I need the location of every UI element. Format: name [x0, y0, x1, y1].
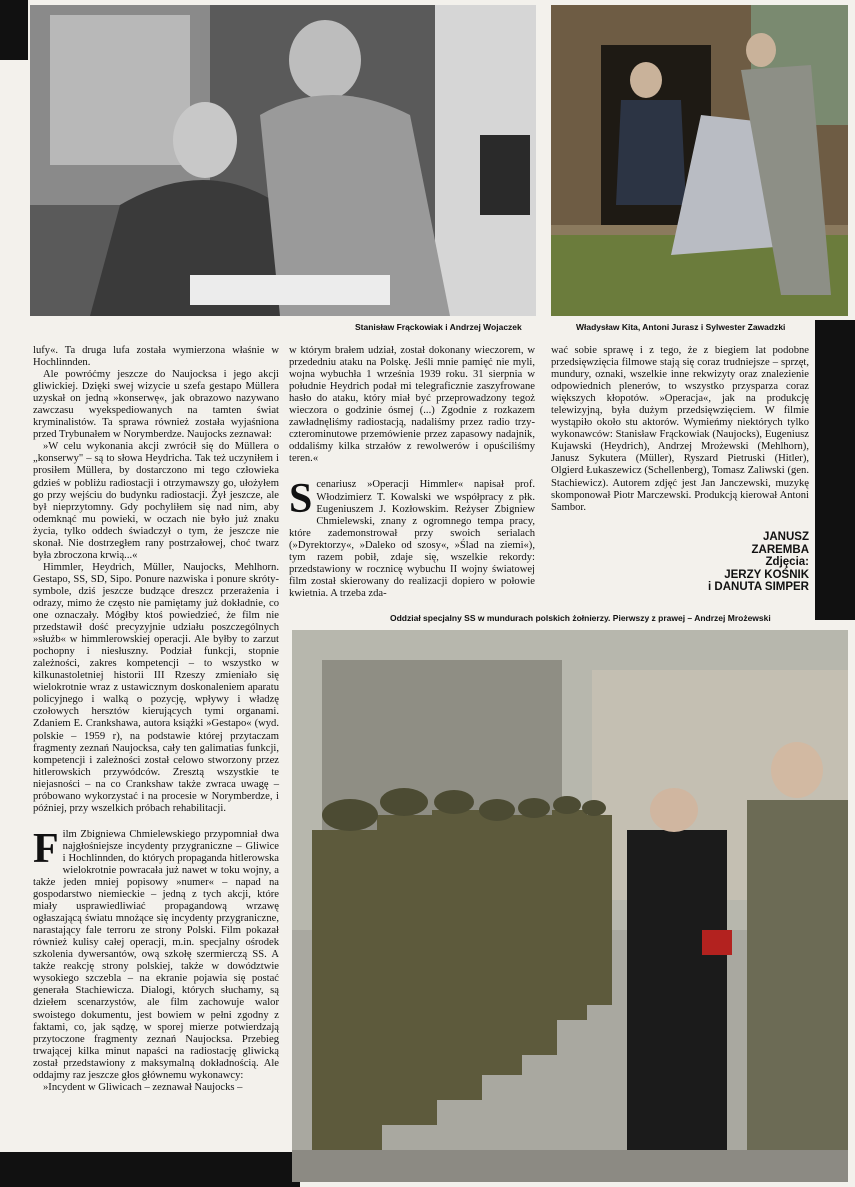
text-column-3 — [551, 345, 809, 607]
paragraph-with-dropcap — [33, 825, 279, 1082]
quote-paragraph: »Incydent w Gliwicach – zeznawał Naujocks – — [43, 1081, 243, 1093]
author-last-name: ZAREMBA — [751, 543, 809, 556]
paragraph: Ale powróćmy jeszcze do Naujocksa i jego akcji gliwickiej. Dzięki swej wizycie u szefa gestapo Müllera uzyskał on jedną »konserwę«, jak obrazowo nazywano zawczasu wyekspediowanych na tamten świat kryminalistów. Ta sprawa również została wyjaśniona przed Trybunałem w Norymberdze. Naujocks zeznawał: — [33, 369, 279, 441]
dropcap: F — [33, 825, 59, 872]
paragraph-with-dropcap — [289, 476, 535, 599]
photo-barn-scene — [551, 5, 848, 316]
credits-block — [708, 531, 809, 594]
paragraph: Himmler, Heydrich, Müller, Naujocks, Mehlhorn. Gestapo, SS, SD, Sipo. Ponure nazwiska i ponure skróty-symbole, dziś jeszcze budzące dreszcz przerażenia i odrazy, mimo że często nie pamiętamy już dokładnie, co one oznaczały. Mógłby ktoś powiedzieć, że film nie przedstawił dość precyzyjnie udziału poszczególnych »służb« w himmlerowskiej operacji. Ale byłby to zarzut pochopny i niesłuszny. Podział funkcji, stopnie zależności, zakres kompetencji – to wszystko w kilkunastoletniej historii III Rzeszy zmieniało się wielokrotnie wraz z ustawicznym doskonaleniem aparatu policyjnego i walką o pozycję, wpływy i władzę czołowych hersztów kierujących tymi organami. Zdaniem E. Crankshawa, autora książki »Gestapo« (wyd. polskie – 1959 r), na podstawie której przytaczam fragmenty zeznań Naujocksa, cały ten galimatias funkcji, kompetencji i zależności został celowo stworzony przez hitlerowskich przywódców. Zresztą wszystkie te niejasności – na co Crankshaw także zwraca uwagę – próbowano wykorzystać i na procesie w Norymberdze, i później, przy wszelkich próbach rehabilitacji. — [33, 561, 279, 814]
scan-edge-left — [0, 0, 28, 60]
photos-label: Zdjęcia: — [765, 556, 809, 568]
text-column-1 — [33, 345, 279, 1094]
scan-edge-right — [815, 320, 855, 620]
caption-photo-1: Stanisław Frąckowiak i Andrzej Wojaczek — [355, 322, 522, 332]
caption-photo-3: Oddział specjalny SS w mundurach polskich żołnierzy. Pierwszy z prawej – Andrzej Mrożewski — [390, 613, 771, 623]
photo-desk-scene — [30, 5, 536, 316]
dropcap: S — [289, 476, 313, 523]
photo-soldiers-scene — [292, 630, 848, 1182]
quote-paragraph: »W celu wykonania akcji zwrócił się do Müllera o „konserwy" – są to słowa Heydricha. Tak też uczyniłem i prosiłem Müllera, by dostarczono mi tego człowieka gdzieś w pobliżu radiostacji i otrzymawszy go, ułożyłem go przy wejściu do budynku radiostacji. Żył jeszcze, ale był nieprzytomny. Gdy pochyliłem się nad nim, aby odemknąć mu powieki, w oczach nie było już znaku życia, tylko oddech świadczył o tym, że jeszcze nie skonał. Nie dostrzegłem rany postrzałowej, choć twarz była zbroczona krwią...« — [33, 441, 279, 561]
caption-photo-2: Władysław Kita, Antoni Jurasz i Sylwester Zawadzki — [576, 322, 786, 332]
paragraph-text: cenariusz »Operacji Himmler« napisał prof. Włodzimierz T. Kowalski we współpracy z płk. Eugeniuszem J. Kozłowskim. Reżyser Zbigniew Chmielewski, znany z ogromnego tempa pracy, które zademonstrował przy swoich serialach (»Dyrektorzy«, »Daleko od szosy«, »Ślad na ziemi«), tym razem pobił, zdaje się, wszelkie rekordy: przedstawiony w rocznicę wybuchu II wojny światowej film został skierowany do realizacji dopiero w połowie kwietnia. A trzeba zda- — [289, 479, 535, 599]
paragraph: w którym brałem udział, został dokonany wieczorem, w przededniu ataku na Polskę. Jeśli mnie pamięć nie myli, wojna wybuchła 1 września 1939 roku. 31 sierpnia w południe Heydrich podał mi telegraficznie zaszyfrowane hasło do ataku, który miał być przeprowadzony tegoż wieczora o godzinie ósmej (...) Zgodnie z rozkazem zawładnęliśmy radiostacją, nadaliśmy przez radio trzy-czterominutowe przemówienie przez zapasowy nadajnik, oddaliśmy kilka strzałów z rewolwerów i opuściliśmy teren.« — [289, 345, 535, 465]
paragraph: lufy«. Ta druga lufa została wymierzona właśnie w Hochlinnden. — [33, 345, 279, 369]
paragraph-text: ilm Zbigniewa Chmielewskiego przypomniał dwa najgłośniejsze incydenty przygraniczne – Gliwice i Hochlinnden, do których propaganda hitlerowska wielokrotnie powracała już nawet w toku wojny, a także jeden mniej popisowy »numer« – napad na gospodarstwo niemieckie – jedną z tych akcji, które miały usprawiedliwiać propagandową wrzawę ogłaszającą światu mnożące się incydenty przygraniczne, narastający fale terroru ze strony Polski. Film pokazał również kulisy całej operacji, m.in. specjalny ośrodek szkolenia dywersantów, ową szkołę szermierczą SS. A także reakcję strony polskiej, także w dowództwie wysokiego szczebla – na ekranie pojawia się postać generała Stachiewicza. Dialogi, których słuchamy, są dziełem scenarzystów, ale film zachowuje walor swoistego dokumentu, jest bowiem w pełni zgodny z faktami, co, jak sądzę, w sporej mierze potwierdzają przytoczone fragmenty zeznań Naujocksa. Przebieg trwającej kilka minut napaści na radiostację gliwicką został przedstawiony z maksymalną dokładnością. Ale oddajmy raz jeszcze głos głównemu wykonawcy: — [33, 828, 279, 1081]
photographer-2: i DANUTA SIMPER — [708, 581, 809, 593]
author-first-name: JANUSZ — [762, 531, 809, 543]
paragraph: wać sobie sprawę i z tego, że z biegiem lat podobne przedsięwzięcia filmowe stają się coraz trudniejsze – sprzęt, mundury, oznaki, wszelkie inne rekwizyty oraz znalezienie odpowiednich plenerów, to wszystko przysparza coraz większych kłopotów. »Operacja«, jak na produkcję telewizyjną, była dużym przedsięwzięciem. W filmie wystąpiło około stu aktorów. Wymieńmy niektórych tylko wykonawców: Stanisław Frąckowiak (Naujocks), Eugeniusz Kujawski (Heydrich), Andrzej Mrożewski (Mehlhorn), Janusz Sykutera (Müller), Ryszard Pietruski (Hitler), Olgierd Łukaszewicz (Schellenberg), Tomasz Zaliwski (gen. Stachiewicz). Autorem zdjęć jest Jan Janczewski, muzykę skomponował Piotr Marczewski. Produkcją kierował Antoni Sambor. — [551, 345, 809, 513]
scan-edge-bottom — [0, 1152, 300, 1187]
text-column-2 — [289, 345, 535, 600]
photographer-1: JERZY KOŚNIK — [724, 568, 809, 581]
